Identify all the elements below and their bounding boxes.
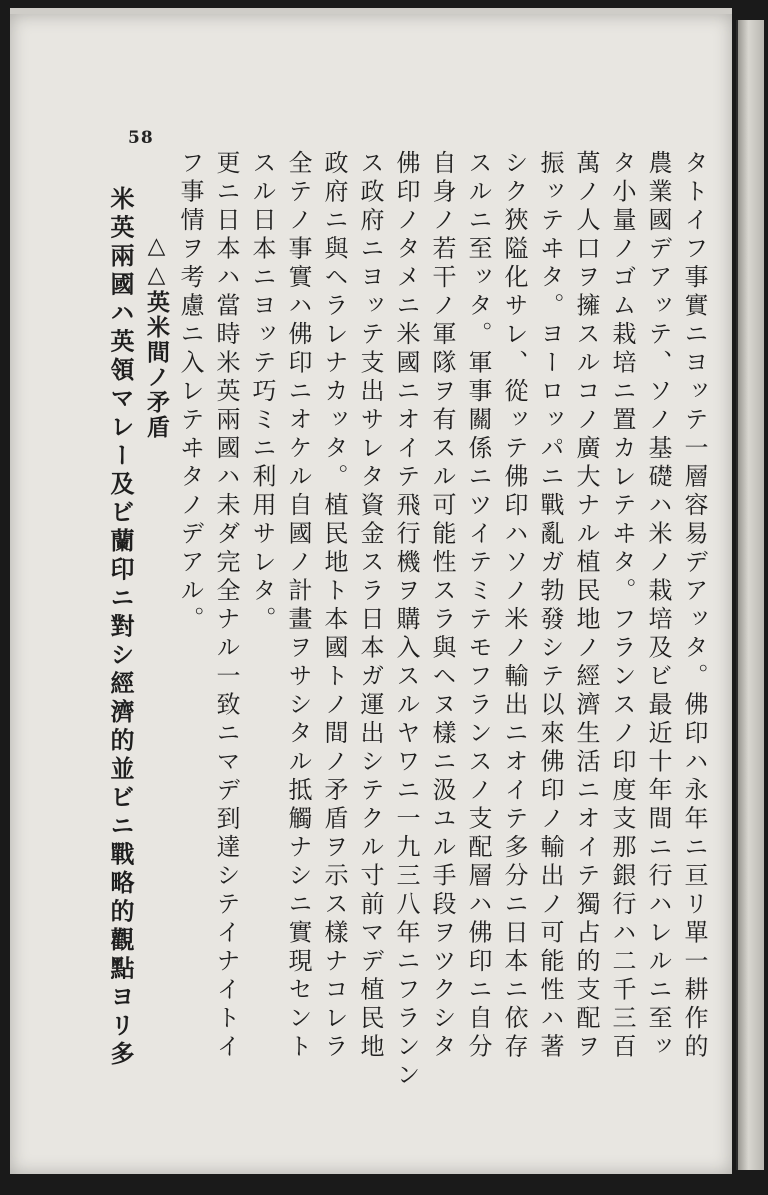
text-column-15: フ事情ヲ考慮ニ入レテヰタノデアル。 <box>176 150 204 635</box>
text-column-1: タトイフ事實ニヨッテ一層容易デアッタ。佛印ハ永年ニ亘リ單一耕作的 <box>680 150 708 1062</box>
text-column-7: スルニ至ッタ。軍事關係ニツイテミテモフランスノ支配層ハ佛印ニ自分 <box>464 150 492 1062</box>
text-column-10: ス政府ニヨッテ支出サレタ資金スラ日本ガ運出シテクル寸前マデ植民地 <box>356 150 384 1062</box>
text-column-6: シク狹隘化サレ、從ッテ佛印ハソノ米ノ輸出ニオイテ多分ニ日本ニ依存 <box>500 150 528 1062</box>
book-spine <box>736 20 764 1170</box>
section-heading: △△英米間ノ矛盾 <box>143 232 170 440</box>
text-column-9: 佛印ノタメニ米國ニオイテ飛行機ヲ購入スルヤワニ一九三八年ニフランン <box>392 150 420 1091</box>
page-number: 58 <box>128 128 154 148</box>
text-column-12: 全テノ事實ハ佛印ニオケル自國ノ計畫ヲサシタル抵觸ナシニ實現セント <box>284 150 312 1062</box>
text-column-4: 萬ノ人口ヲ擁スルコノ廣大ナル植民地ノ經濟生活ニオイテ獨占的支配ヲ <box>572 150 600 1062</box>
text-column-13: スル日本ニヨッテ巧ミニ利用サレタ。 <box>248 150 276 635</box>
text-column-11: 政府ニ與ヘラレナカッタ。植民地ト本國トノ間ノ矛盾ヲ示ス樣ナコレラ <box>320 150 348 1062</box>
text-column-5: 振ッテヰタ。ヨーロッパニ戰亂ガ勃發シテ以來佛印ノ輸出ノ可能性ハ著 <box>536 150 564 1062</box>
text-column-2: 農業國デアッテ、ソノ基礎ハ米ノ栽培及ビ最近十年間ニ行ハレルニ至ッ <box>644 150 672 1062</box>
text-column-3: タ小量ノゴム栽培ニ置カレテヰタ。フランスノ印度支那銀行ハ二千三百 <box>608 150 636 1062</box>
text-column-17: 米英兩國ハ英領マレー及ビ蘭印ニ對シ經濟的並ビニ戰略的觀點ヨリ多 <box>106 186 135 1070</box>
text-column-14: 更ニ日本ハ當時米英兩國ハ未ダ完全ナル一致ニマデ到達シテイナイトイ <box>212 150 240 1062</box>
text-column-8: 自身ノ若干ノ軍隊ヲ有スル可能性スラ與ヘヌ樣ニ汲ユル手段ヲツクシタ <box>428 150 456 1062</box>
